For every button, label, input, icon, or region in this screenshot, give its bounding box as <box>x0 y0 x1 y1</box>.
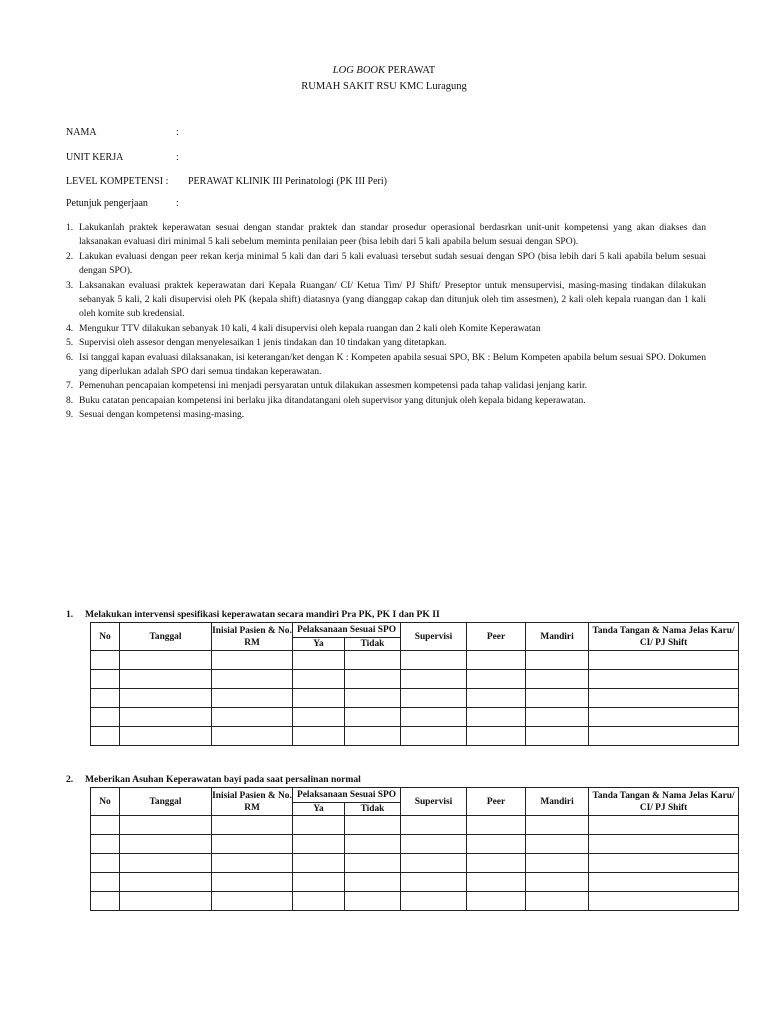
header-peer: Peer <box>467 623 526 651</box>
table-cell[interactable] <box>345 689 401 708</box>
header-pelaksanaan: Pelaksanaan Sesuai SPO <box>293 788 401 803</box>
header-no: No <box>91 623 120 651</box>
table-cell[interactable] <box>293 651 345 670</box>
table-cell[interactable] <box>401 670 467 689</box>
instruction-text: Mengukur TTV dilakukan sebanyak 10 kali, 4 kali disupervisi oleh kepala ruangan dan 2 kali oleh Komite Keperawatan <box>79 322 541 334</box>
field-level-value: PERAWAT KLINIK III Perinatologi (PK III Peri) <box>188 176 387 187</box>
table-cell[interactable] <box>589 708 739 727</box>
table-cell[interactable] <box>91 708 120 727</box>
table-cell[interactable] <box>212 892 293 911</box>
table-cell[interactable] <box>345 854 401 873</box>
table-cell[interactable] <box>212 670 293 689</box>
table-row <box>91 873 739 892</box>
table-cell[interactable] <box>401 816 467 835</box>
field-nama-colon: : <box>176 127 179 138</box>
instruction-number: 3. <box>66 279 74 291</box>
instruction-number: 9. <box>66 409 74 421</box>
table-cell[interactable] <box>91 892 120 911</box>
table-cell[interactable] <box>401 835 467 854</box>
instruction-text: Pemenuhan pencapaian kompetensi ini menjadi persyaratan untuk dilakukan assesmen kompetensi pada tahap validasi jenjang karir. <box>79 380 588 392</box>
instruction-text: Sesuai dengan kompetensi masing-masing. <box>79 409 245 421</box>
table-cell[interactable] <box>589 670 739 689</box>
table-cell[interactable] <box>293 727 345 746</box>
field-unit-label: UNIT KERJA <box>66 152 124 163</box>
document-title <box>0 65 768 76</box>
instruction-number: 7. <box>66 380 74 392</box>
table-cell[interactable] <box>120 892 212 911</box>
field-petunjuk-label: Petunjuk pengerjaan <box>66 198 148 209</box>
log-table-1 <box>90 622 739 746</box>
table-cell[interactable] <box>91 854 120 873</box>
section-1-title <box>66 609 440 620</box>
table-cell[interactable] <box>401 708 467 727</box>
table-cell[interactable] <box>526 854 589 873</box>
header-tanda-tangan: Tanda Tangan & Nama Jelas Karu/ CI/ PJ Shift <box>589 788 739 816</box>
header-ya: Ya <box>293 803 345 816</box>
table-cell[interactable] <box>120 873 212 892</box>
instruction-text: Isi tanggal kapan evaluasi dilaksanakan, isi keterangan/ket dengan K : Kompeten apabila sesuai SPO, BK : Belum Kompeten apabila belum sesuai SPO. Dokumen yang diperlukan adalah SPO dari semua tindakan keperawatan. <box>79 351 706 378</box>
instruction-item <box>66 394 706 408</box>
instruction-item <box>66 351 706 380</box>
instruction-number: 8. <box>66 394 74 406</box>
table-cell[interactable] <box>345 892 401 911</box>
instruction-item <box>66 250 706 279</box>
table-cell[interactable] <box>467 873 526 892</box>
header-mandiri: Mandiri <box>526 788 589 816</box>
section-title-text: Meberikan Asuhan Keperawatan bayi pada saat persalinan normal <box>85 774 361 785</box>
section-number: 1. <box>66 609 74 620</box>
log-table-2 <box>90 787 739 911</box>
header-ya: Ya <box>293 638 345 651</box>
table-cell[interactable] <box>212 708 293 727</box>
table-cell[interactable] <box>526 708 589 727</box>
field-petunjuk <box>66 198 188 209</box>
table-cell[interactable] <box>467 651 526 670</box>
table-cell[interactable] <box>467 670 526 689</box>
table-cell[interactable] <box>401 873 467 892</box>
title-italic: LOG BOOK <box>332 65 385 76</box>
table-cell[interactable] <box>589 727 739 746</box>
table-cell[interactable] <box>526 670 589 689</box>
table-cell[interactable] <box>589 892 739 911</box>
table-cell[interactable] <box>589 689 739 708</box>
table-cell[interactable] <box>212 651 293 670</box>
table-cell[interactable] <box>401 854 467 873</box>
table-cell[interactable] <box>345 708 401 727</box>
table-cell[interactable] <box>345 670 401 689</box>
instruction-number: 6. <box>66 351 74 363</box>
header-supervisi: Supervisi <box>401 623 467 651</box>
instruction-text: Lakukan evaluasi dengan peer rekan kerja minimal 5 kali dan dari 5 kali evaluasi tersebut sudah sesuai dengan SPO (bisa lebih dari 5 kali apabila belum sesuai dengan SPO). <box>79 250 706 277</box>
table-cell[interactable] <box>212 727 293 746</box>
table-row <box>91 854 739 873</box>
table-cell[interactable] <box>293 816 345 835</box>
section-2-title <box>66 774 361 785</box>
table-cell[interactable] <box>120 670 212 689</box>
table-cell[interactable] <box>212 835 293 854</box>
table-cell[interactable] <box>467 835 526 854</box>
table-cell[interactable] <box>91 873 120 892</box>
table-row <box>91 670 739 689</box>
table-cell[interactable] <box>293 670 345 689</box>
instruction-item <box>66 221 706 250</box>
table-cell[interactable] <box>526 816 589 835</box>
table-cell[interactable] <box>589 835 739 854</box>
instruction-number: 5. <box>66 337 74 349</box>
table-cell[interactable] <box>589 816 739 835</box>
field-level-kompetensi <box>66 176 387 187</box>
instruction-text: Lakukanlah praktek keperawatan sesuai dengan standar praktek dan standar prosedur operasional berdasrkan unit-unit kompetensi yang akan diakses dan laksanakan evaluasi diri minimal 5 kali sebelum meminta penilaian peer (bisa lebih dari 5 kali apabila belum sesuai dengan SPO). <box>79 222 706 248</box>
table-cell[interactable] <box>526 835 589 854</box>
table-cell[interactable] <box>526 689 589 708</box>
instruction-list <box>66 221 706 423</box>
header-tanggal: Tanggal <box>120 623 212 651</box>
table-row <box>91 651 739 670</box>
field-petunjuk-colon: : <box>176 198 179 209</box>
field-nama-label: NAMA <box>66 127 97 138</box>
table-cell[interactable] <box>589 651 739 670</box>
instruction-text: Supervisi oleh assesor dengan menyelesaikan 1 jenis tindakan dan 10 tindakan yang ditetapkan. <box>79 337 447 349</box>
field-nama <box>66 127 188 138</box>
table-cell[interactable] <box>91 689 120 708</box>
header-tidak: Tidak <box>345 803 401 816</box>
field-unit-colon: : <box>176 152 179 163</box>
instruction-item <box>66 279 706 322</box>
table-row <box>91 689 739 708</box>
table-cell[interactable] <box>293 835 345 854</box>
instruction-text: Buku catatan pencapaian kompetensi ini berlaku jika ditandatangani oleh supervisor yang ditunjuk oleh kepala bidang keperawatan. <box>79 394 586 406</box>
table-cell[interactable] <box>467 816 526 835</box>
table-cell[interactable] <box>212 689 293 708</box>
header-tidak: Tidak <box>345 638 401 651</box>
table-cell[interactable] <box>467 708 526 727</box>
instruction-item <box>66 336 706 350</box>
table-cell[interactable] <box>120 835 212 854</box>
table-cell[interactable] <box>526 727 589 746</box>
table-cell[interactable] <box>401 727 467 746</box>
table-cell[interactable] <box>589 854 739 873</box>
table-cell[interactable] <box>345 727 401 746</box>
table-row <box>91 816 739 835</box>
table-cell[interactable] <box>526 873 589 892</box>
table-cell[interactable] <box>91 727 120 746</box>
table-cell[interactable] <box>293 892 345 911</box>
header-tanda-tangan: Tanda Tangan & Nama Jelas Karu/ CI/ PJ Shift <box>589 623 739 651</box>
field-unit-kerja <box>66 152 188 163</box>
table-cell[interactable] <box>345 835 401 854</box>
header-mandiri: Mandiri <box>526 623 589 651</box>
table-cell[interactable] <box>589 873 739 892</box>
table-cell[interactable] <box>345 816 401 835</box>
table-cell[interactable] <box>293 689 345 708</box>
instruction-item <box>66 379 706 393</box>
table-cell[interactable] <box>526 892 589 911</box>
table-cell[interactable] <box>345 873 401 892</box>
header-pelaksanaan: Pelaksanaan Sesuai SPO <box>293 623 401 638</box>
header-tanggal: Tanggal <box>120 788 212 816</box>
table-cell[interactable] <box>120 651 212 670</box>
table-row <box>91 892 739 911</box>
table-cell[interactable] <box>526 651 589 670</box>
table-cell[interactable] <box>91 816 120 835</box>
table-cell[interactable] <box>91 651 120 670</box>
table-cell[interactable] <box>345 651 401 670</box>
table-cell[interactable] <box>467 892 526 911</box>
instruction-text: Laksanakan evaluasi praktek keperawatan dari Kepala Ruangan/ CI/ Ketua Tim/ PJ Shift/ Preseptor untuk mensupervisi, masing-masing tindakan dilakukan sebanyak 5 kali, 2 kali disupervisi oleh PK (kepala shift) diatasnya (yang dianggap cakap dan ditunjuk oleh tim assesmen), 2 kali oleh kepala ruangan dan 1 kali oleh komite sub kredensial. <box>79 279 706 320</box>
table-cell[interactable] <box>212 816 293 835</box>
table-cell[interactable] <box>401 892 467 911</box>
instruction-number: 1. <box>66 222 74 233</box>
table-cell[interactable] <box>467 689 526 708</box>
header-peer: Peer <box>467 788 526 816</box>
instruction-number: 2. <box>66 250 74 262</box>
table-row <box>91 708 739 727</box>
table-row <box>91 727 739 746</box>
table-cell[interactable] <box>467 854 526 873</box>
section-title-text: Melakukan intervensi spesifikasi keperawatan secara mandiri Pra PK, PK I dan PK II <box>85 609 440 620</box>
document-subtitle: RUMAH SAKIT RSU KMC Luragung <box>301 81 467 92</box>
table-cell[interactable] <box>91 835 120 854</box>
table-cell[interactable] <box>293 873 345 892</box>
field-level-label: LEVEL KOMPETENSI : <box>66 176 169 187</box>
header-supervisi: Supervisi <box>401 788 467 816</box>
header-no: No <box>91 788 120 816</box>
header-inisial-pasien: Inisial Pasien & No. RM <box>212 788 293 816</box>
table-row <box>91 835 739 854</box>
section-number: 2. <box>66 774 74 785</box>
table-cell[interactable] <box>120 708 212 727</box>
table-cell[interactable] <box>212 854 293 873</box>
instruction-item <box>66 408 706 422</box>
table-cell[interactable] <box>401 689 467 708</box>
table-cell[interactable] <box>467 727 526 746</box>
title-rest: PERAWAT <box>385 65 436 76</box>
table-cell[interactable] <box>91 670 120 689</box>
header-inisial-pasien: Inisial Pasien & No. RM <box>212 623 293 651</box>
instruction-number: 4. <box>66 322 74 334</box>
table-cell[interactable] <box>120 689 212 708</box>
table-cell[interactable] <box>401 651 467 670</box>
table-cell[interactable] <box>212 873 293 892</box>
instruction-item <box>66 322 706 336</box>
table-cell[interactable] <box>120 816 212 835</box>
table-cell[interactable] <box>120 854 212 873</box>
table-cell[interactable] <box>293 708 345 727</box>
table-cell[interactable] <box>293 854 345 873</box>
table-cell[interactable] <box>120 727 212 746</box>
